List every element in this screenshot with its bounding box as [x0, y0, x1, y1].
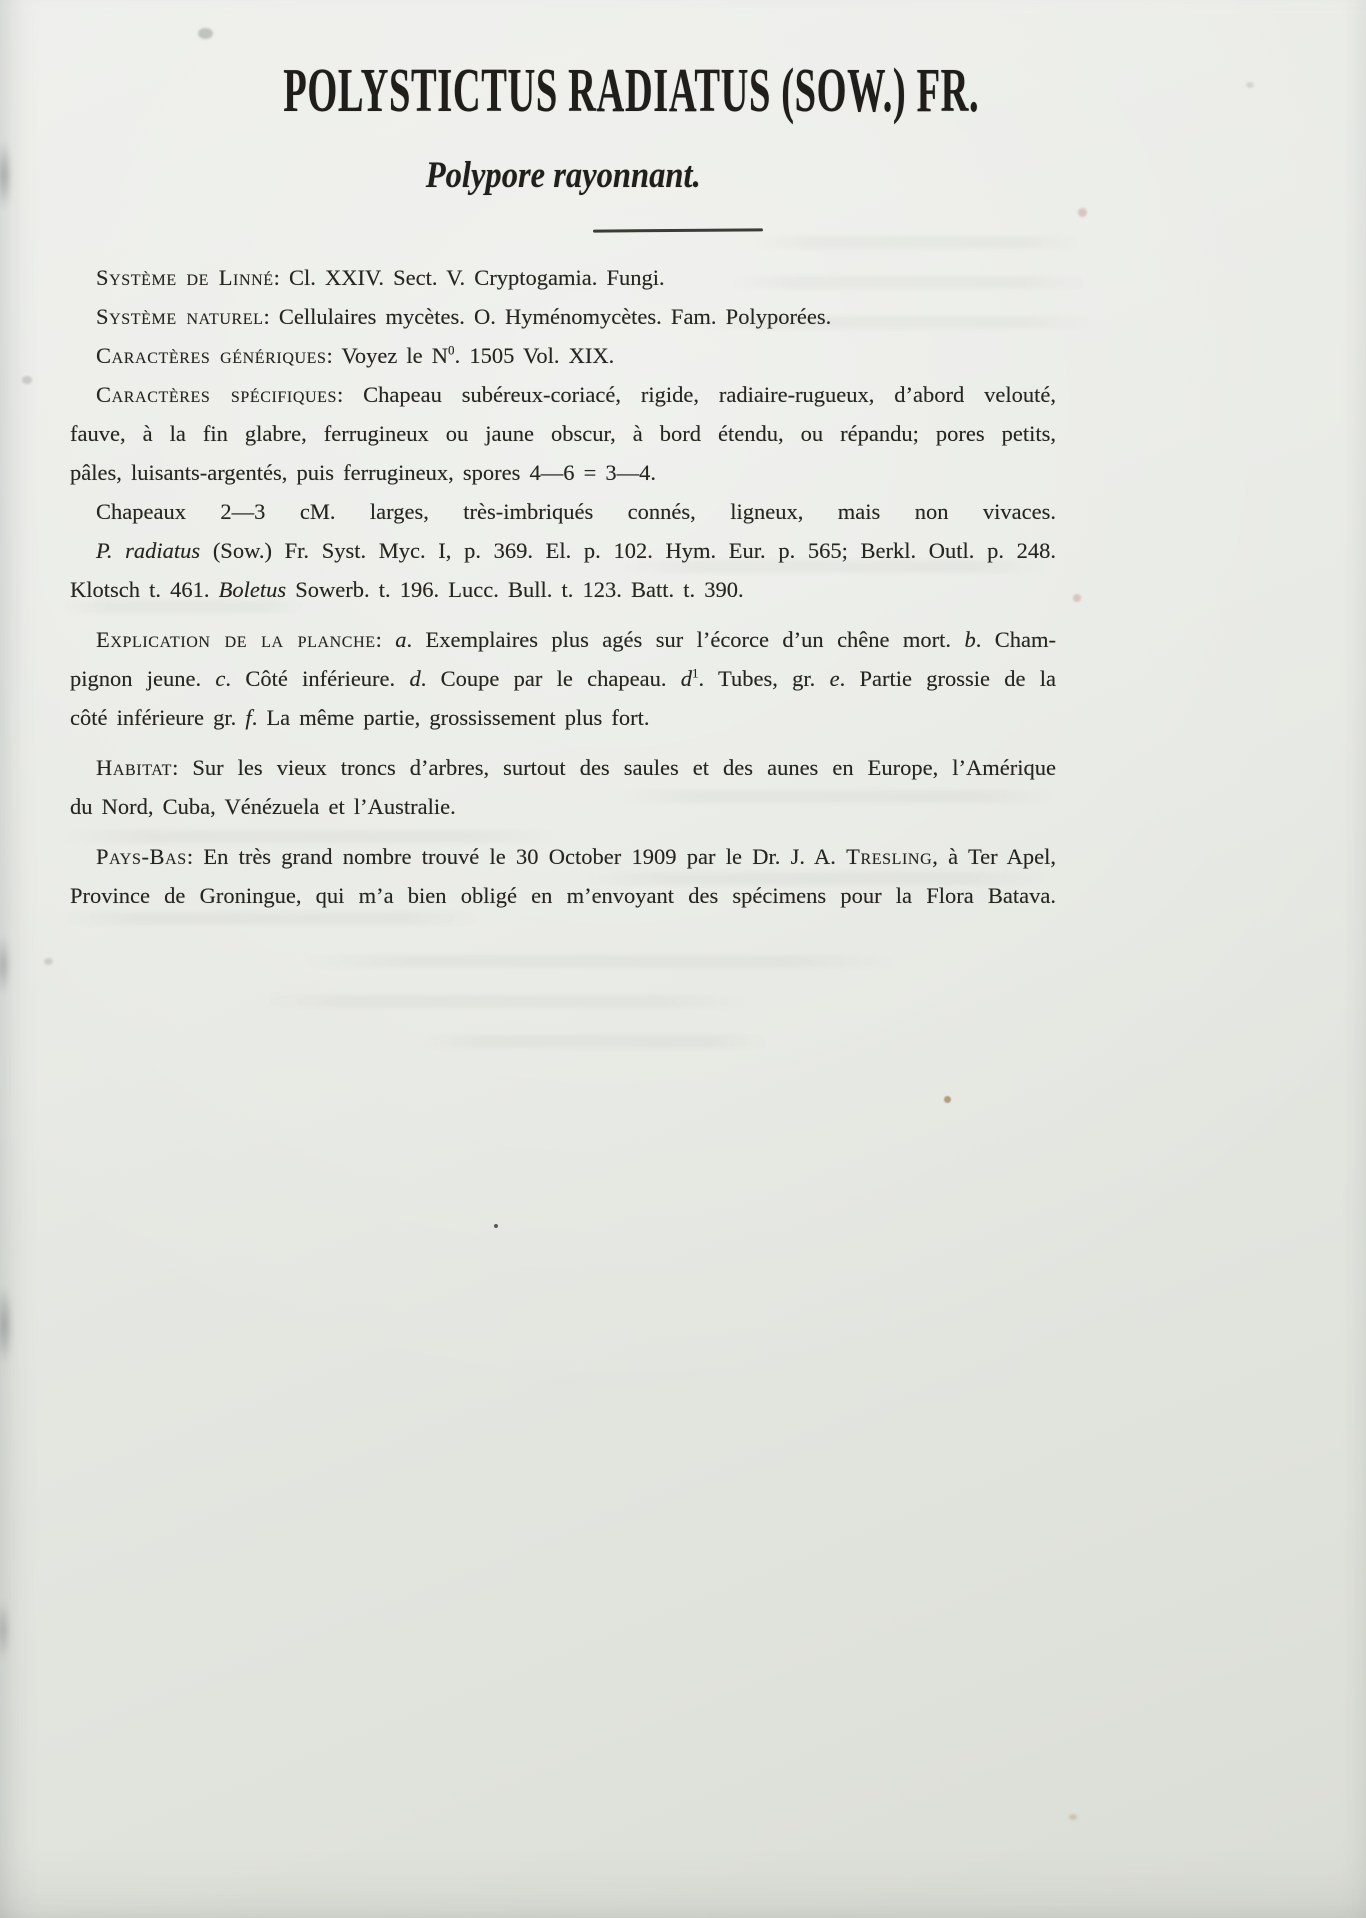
text-segment: b: [964, 627, 976, 652]
text-segment: : Voyez le N: [326, 343, 449, 368]
text-segment: . Côté inférieure.: [225, 666, 410, 691]
text-line: [70, 620, 1056, 659]
text-segment: d: [409, 666, 421, 691]
text-line: [70, 453, 1056, 492]
text-line: [70, 258, 1056, 297]
text-segment: : Chapeau subéreux-coriacé, rigide, radiaire-rugueux, d’abord velouté,: [337, 382, 1056, 407]
text-segment: (Sow.) Fr. Syst. Myc. I, p. 369. El. p. 102. Hym. Eur. p. 565; Berkl. Outl. p. 248.: [200, 538, 1056, 563]
edge-smudge: [0, 1285, 13, 1365]
text-segment: : Sur les vieux troncs d’arbres, surtout des saules et des aunes en Europe, l’Amérique: [172, 755, 1056, 780]
text-segment: . Cham-: [975, 627, 1056, 652]
text-segment: côté inférieure gr.: [70, 705, 246, 730]
text-segment: , à Ter Apel,: [932, 844, 1056, 869]
text-segment: Système de Linné: [96, 265, 274, 290]
text-line: [70, 297, 1056, 336]
text-segment: Sowerb. t. 196. Lucc. Bull. t. 123. Batt. t. 390.: [286, 577, 744, 602]
text-segment: fauve, à la fin glabre, ferrugineux ou jaune obscur, à bord étendu, ou répandu; pores petits,: [70, 421, 1056, 446]
text-segment: P. radiatus: [96, 538, 201, 563]
text-segment: Klotsch t. 461.: [70, 577, 219, 602]
text-segment: 1: [692, 665, 699, 681]
edge-smudge: [0, 140, 12, 210]
text-segment: f: [245, 705, 252, 730]
text-segment: :: [375, 627, 396, 652]
text-segment: Habitat: [96, 755, 173, 780]
text-line: [70, 876, 1056, 915]
divider-rule: [593, 228, 763, 232]
text-segment: a: [395, 627, 407, 652]
paper-speck: [1246, 82, 1254, 88]
text-line: [70, 698, 1056, 737]
vernacular-subtitle-text: Polypore rayonnant.: [425, 155, 701, 196]
edge-smudge: [0, 935, 10, 995]
text-segment: Explication de la planche: [96, 627, 376, 652]
text-segment: d: [680, 666, 693, 691]
bleed-through-mark: [250, 995, 750, 1008]
text-segment: du Nord, Cuba, Vénézuela et l’Australie.: [70, 794, 456, 819]
text-line: [70, 414, 1056, 453]
text-segment: : Cellulaires mycètes. O. Hyménomycètes. Fam. Polyporées.: [263, 304, 832, 329]
text-segment: Pays-Bas: [96, 844, 187, 869]
text-segment: . Partie grossie de la: [839, 666, 1057, 691]
text-segment: Province de Groningue, qui m’a bien obligé en m’envoyant des spécimens pour la Flora Batava.: [70, 883, 1056, 908]
text-segment: Tresling: [846, 844, 933, 869]
edge-smudge: [0, 1600, 10, 1660]
text-segment: Système naturel: [96, 304, 264, 329]
paper-speck: [1069, 1814, 1077, 1820]
text-segment: : En très grand nombre trouvé le 30 October 1909 par le Dr. J. A.: [186, 844, 847, 869]
paper-speck: [944, 1096, 951, 1103]
text-segment: c: [215, 666, 226, 691]
text-block: [70, 258, 1056, 915]
text-segment: . Tubes, gr.: [698, 666, 830, 691]
bleed-through-mark: [420, 1035, 770, 1048]
text-segment: e: [829, 666, 840, 691]
bleed-through-mark: [300, 955, 900, 968]
text-segment: Caractères génériques: [96, 343, 327, 368]
vernacular-subtitle: [70, 154, 1056, 209]
text-segment: pâles, luisants-argentés, puis ferrugineux, spores 4—6 = 3—4.: [70, 460, 657, 485]
text-segment: . Coupe par le chapeau.: [420, 666, 681, 691]
bleed-through-mark: [752, 236, 1082, 249]
text-line: [70, 837, 1056, 876]
text-segment: . 1505 Vol. XIX.: [454, 343, 615, 368]
text-line: [70, 570, 1056, 609]
text-segment: Caractères spécifiques: [96, 382, 338, 407]
text-line: [70, 492, 1056, 531]
text-segment: Chapeaux 2—3 cM. larges, très-imbriqués connés, ligneux, mais non vivaces.: [96, 499, 1056, 524]
paper-speck: [22, 376, 32, 384]
text-segment: 0: [448, 342, 455, 358]
text-segment: : Cl. XXIV. Sect. V. Cryptogamia. Fungi.: [273, 265, 665, 290]
text-line: [70, 659, 1056, 698]
text-line: [70, 336, 1056, 375]
species-title-text: POLYSTICTUS RADIATUS (SOW.) FR.: [283, 57, 980, 125]
text-line: [70, 531, 1056, 570]
text-segment: pignon jeune.: [70, 666, 216, 691]
paper-speck: [1078, 208, 1087, 217]
text-line: [70, 787, 1056, 826]
text-segment: . La même partie, grossissement plus fort.: [251, 705, 650, 730]
paper-speck: [198, 28, 213, 39]
paper-speck: [494, 1224, 498, 1228]
paper-speck: [44, 958, 53, 965]
species-title: [70, 58, 1056, 144]
text-line: [70, 748, 1056, 787]
text-segment: Boletus: [218, 577, 287, 602]
text-line: [70, 375, 1056, 414]
text-segment: . Exemplaires plus agés sur l’écorce d’un chêne mort.: [406, 627, 965, 652]
page-header: [70, 58, 1056, 209]
paper-speck: [1073, 594, 1081, 602]
